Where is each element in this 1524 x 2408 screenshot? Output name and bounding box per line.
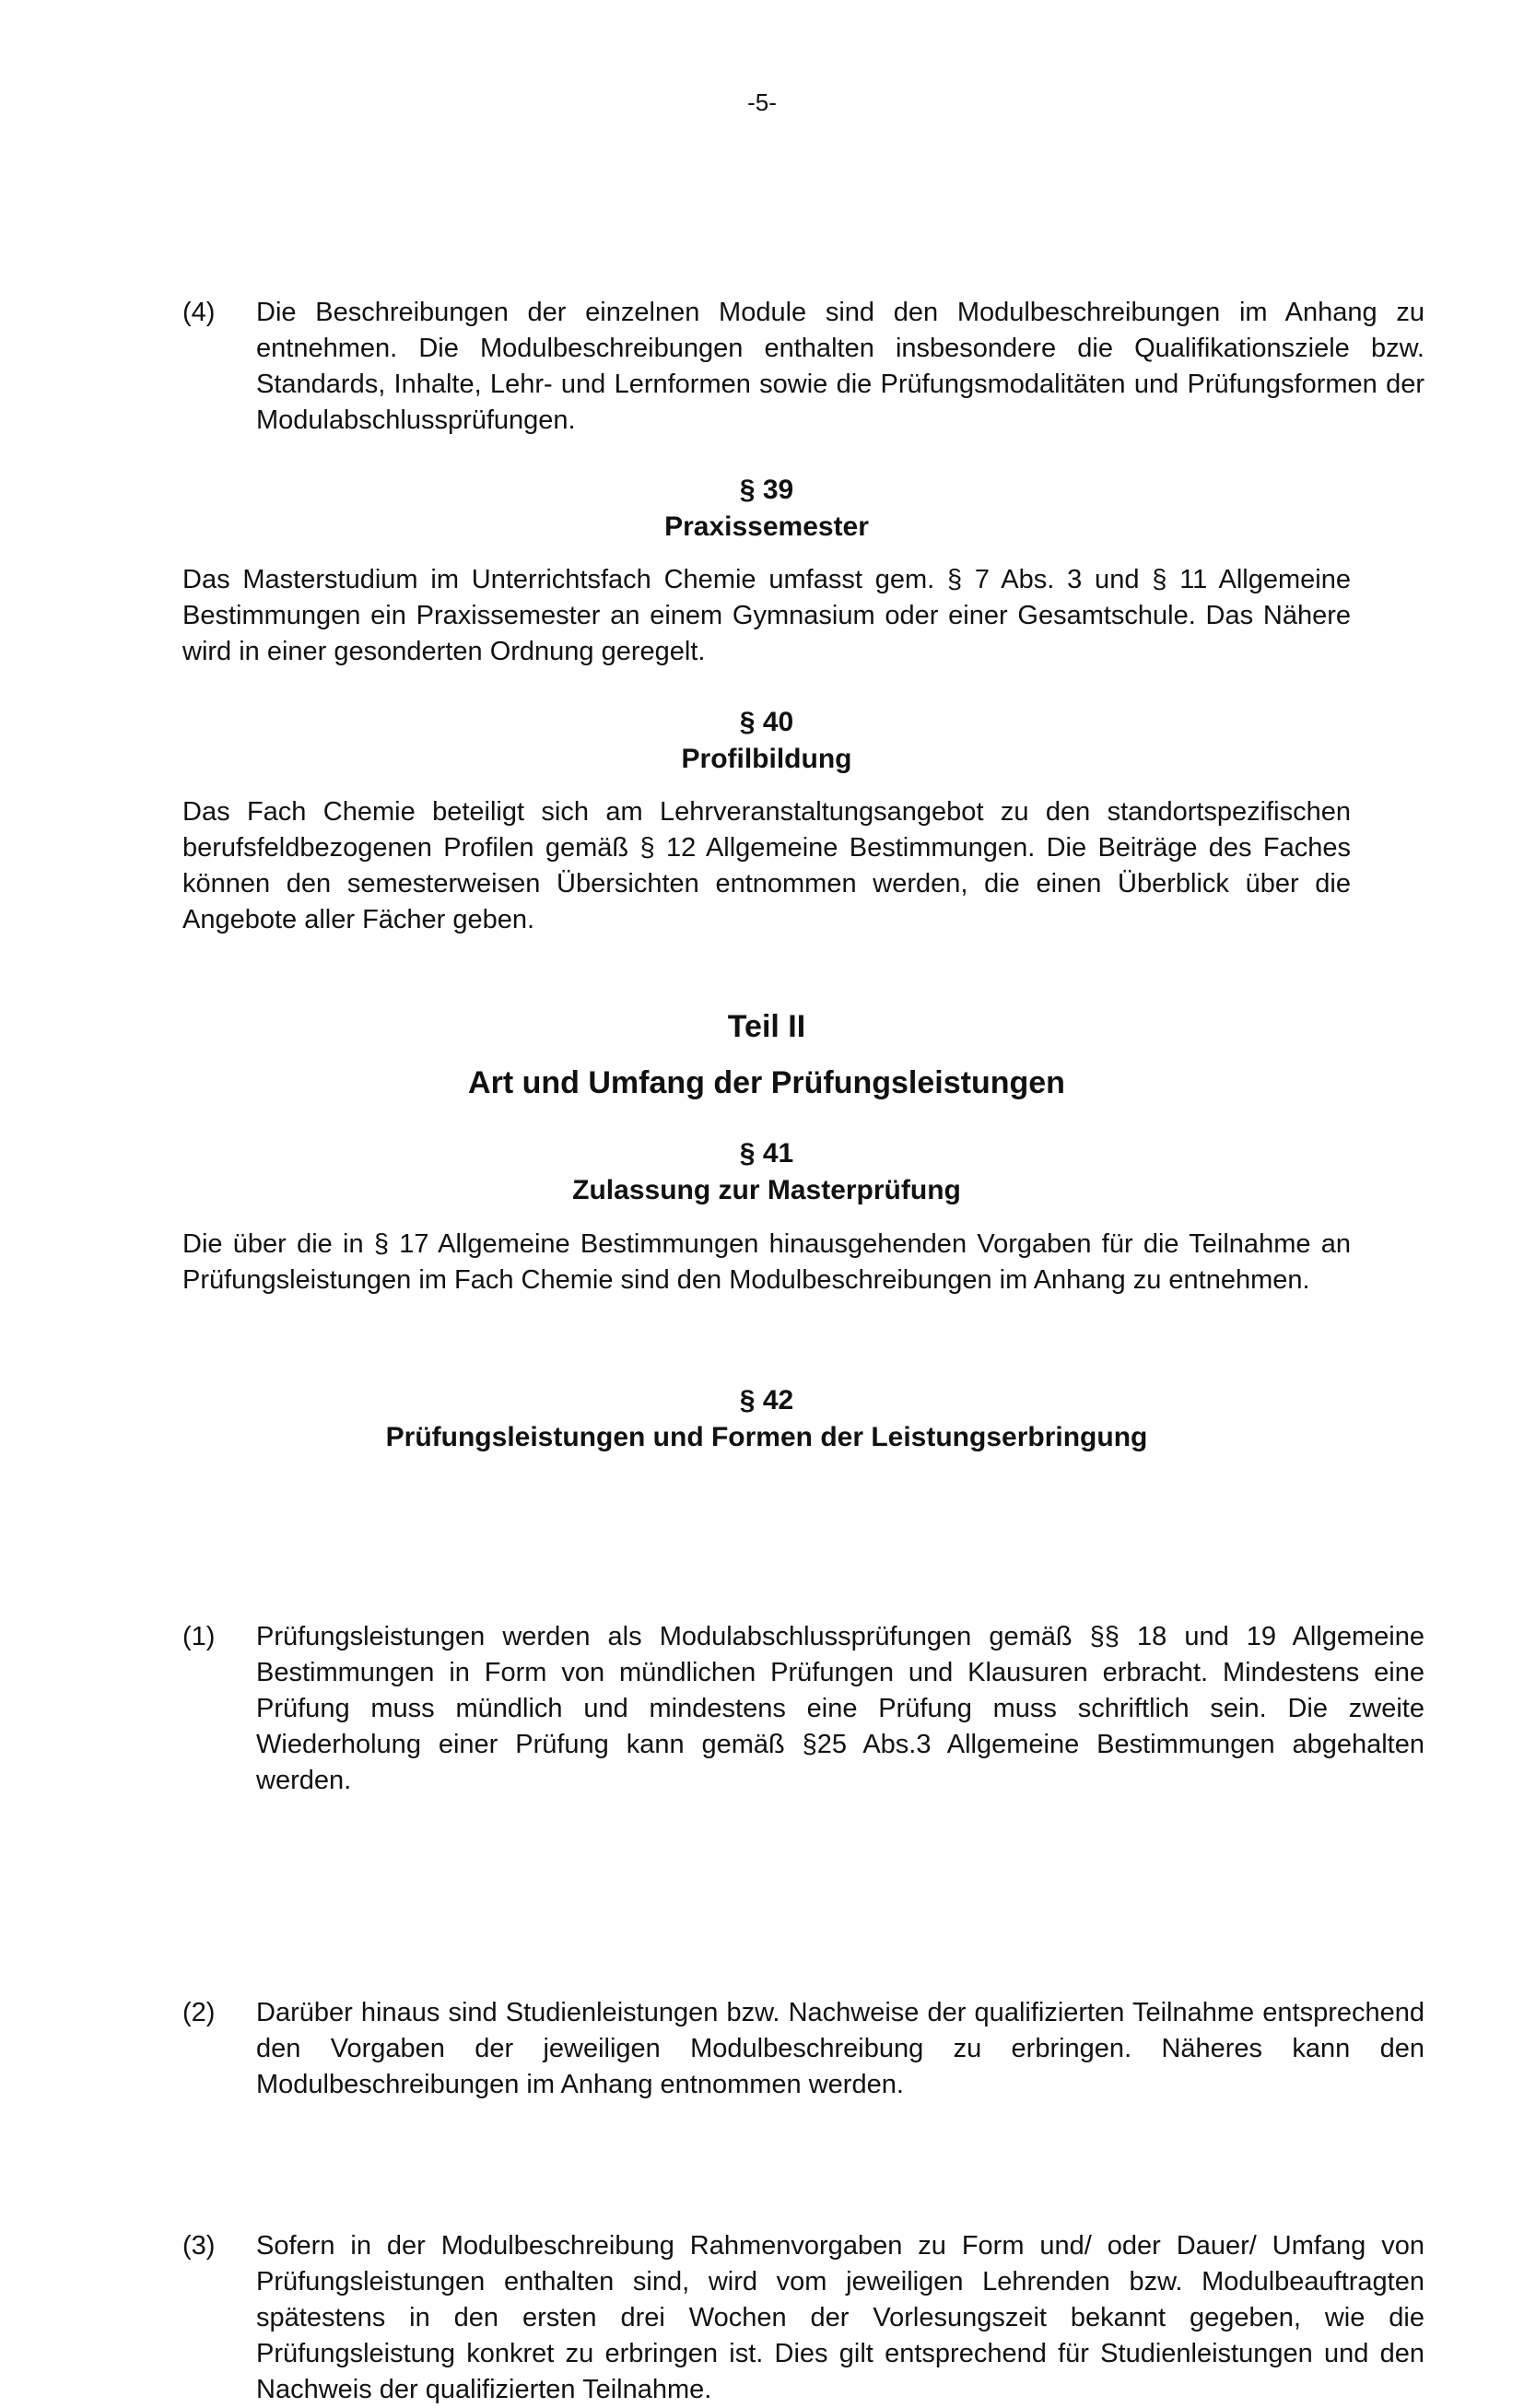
part-title: Art und Umfang der Prüfungsleistungen <box>468 1065 1065 1100</box>
item-text: Die Beschreibungen der einzelnen Module sind den Modulbeschreibungen im Anhang zu entnehmen. Die Modulbeschreibungen enthalten insbesondere die Qualifikationsziele bzw. Standards, Inhalte, Lehr- und Lernformen sowie die Prüfungsmodalitäten und Prüfungsformen der Modulabschlussprüfungen. <box>256 298 1424 435</box>
section-42 <box>182 1382 1351 1456</box>
part-heading <box>182 1007 1351 1046</box>
item-number: (1) <box>182 1622 216 1651</box>
section-title: Prüfungsleistungen und Formen der Leistungserbringung <box>385 1422 1148 1452</box>
section-41 <box>182 1135 1351 1209</box>
part-title-block <box>182 1063 1351 1102</box>
item-text: Prüfungsleistungen werden als Modulabschlussprüfungen gemäß §§ 18 und 19 Allgemeine Bestimmungen in Form von mündlichen Prüfungen und Klausuren erbracht. Mindestens eine Prüfung muss mündlich und mindestens eine Prüfung muss schriftlich sein. Die zweite Wiederholung einer Prüfung kann gemäß §25 Abs.3 Allgemeine Bestimmungen abgehalten werden. <box>256 1622 1424 1795</box>
section-text: Das Masterstudium im Unterrichtsfach Chemie umfasst gem. § 7 Abs. 3 und § 11 Allgemeine Bestimmungen ein Praxissemester an einem Gymnasium oder einer Gesamtschule. Das Nähere wird in einer gesonderten Ordnung geregelt. <box>182 565 1351 666</box>
section-text: Die über die in § 17 Allgemeine Bestimmungen hinausgehenden Vorgaben für die Teilnahme an Prüfungsleistungen im Fach Chemie sind den Modulbeschreibungen im Anhang zu entnehmen. <box>182 1229 1351 1295</box>
paragraph-item-1 <box>182 1619 1424 1799</box>
item-text: Sofern in der Modulbeschreibung Rahmenvorgaben zu Form und/ oder Dauer/ Umfang von Prüfungsleistungen enthalten sind, wird vom jeweiligen Lehrenden bzw. Modulbeauftragten spätestens in den ersten drei Wochen der Vorlesungszeit bekannt gegeben, wie die Prüfungsleistung konkret zu erbringen ist. Dies gilt entsprechend für Studienleistungen und den Nachweis der qualifizierten Teilnahme. <box>256 2231 1424 2404</box>
section-number: § 42 <box>739 1385 794 1415</box>
section-41-body <box>182 1227 1351 1298</box>
paragraph-item-3 <box>182 2228 1424 2408</box>
section-number: § 41 <box>739 1138 794 1169</box>
section-number: § 39 <box>739 475 794 505</box>
item-number: (2) <box>182 1998 216 2027</box>
section-title: Zulassung zur Masterprüfung <box>572 1175 961 1205</box>
item-text: Darüber hinaus sind Studienleistungen bzw. Nachweise der qualifizierten Teilnahme entsprechend den Vorgaben der jeweiligen Modulbeschreibung zu erbringen. Näheres kann den Modulbeschreibungen im Anhang entnommen werden. <box>256 1998 1424 2099</box>
section-40 <box>182 704 1351 778</box>
paragraph-item-4 <box>182 295 1424 439</box>
section-39-body <box>182 562 1351 670</box>
page-number: -5- <box>747 88 777 116</box>
paragraph-item-2 <box>182 1995 1424 2103</box>
section-title: Praxissemester <box>664 511 869 542</box>
section-39 <box>182 472 1351 546</box>
section-title: Profilbildung <box>681 744 852 774</box>
section-text: Das Fach Chemie beteiligt sich am Lehrveranstaltungsangebot zu den standortspezifischen berufsfeldbezogenen Profilen gemäß § 12 Allgemeine Bestimmungen. Die Beiträge des Faches können den semesterweisen Übersichten entnommen werden, die einen Überblick über die Angebote aller Fächer geben. <box>182 797 1351 934</box>
section-40-body <box>182 794 1351 938</box>
item-number: (4) <box>182 298 216 327</box>
section-number: § 40 <box>739 707 794 737</box>
item-number: (3) <box>182 2231 216 2261</box>
part-label: Teil II <box>727 1009 806 1044</box>
